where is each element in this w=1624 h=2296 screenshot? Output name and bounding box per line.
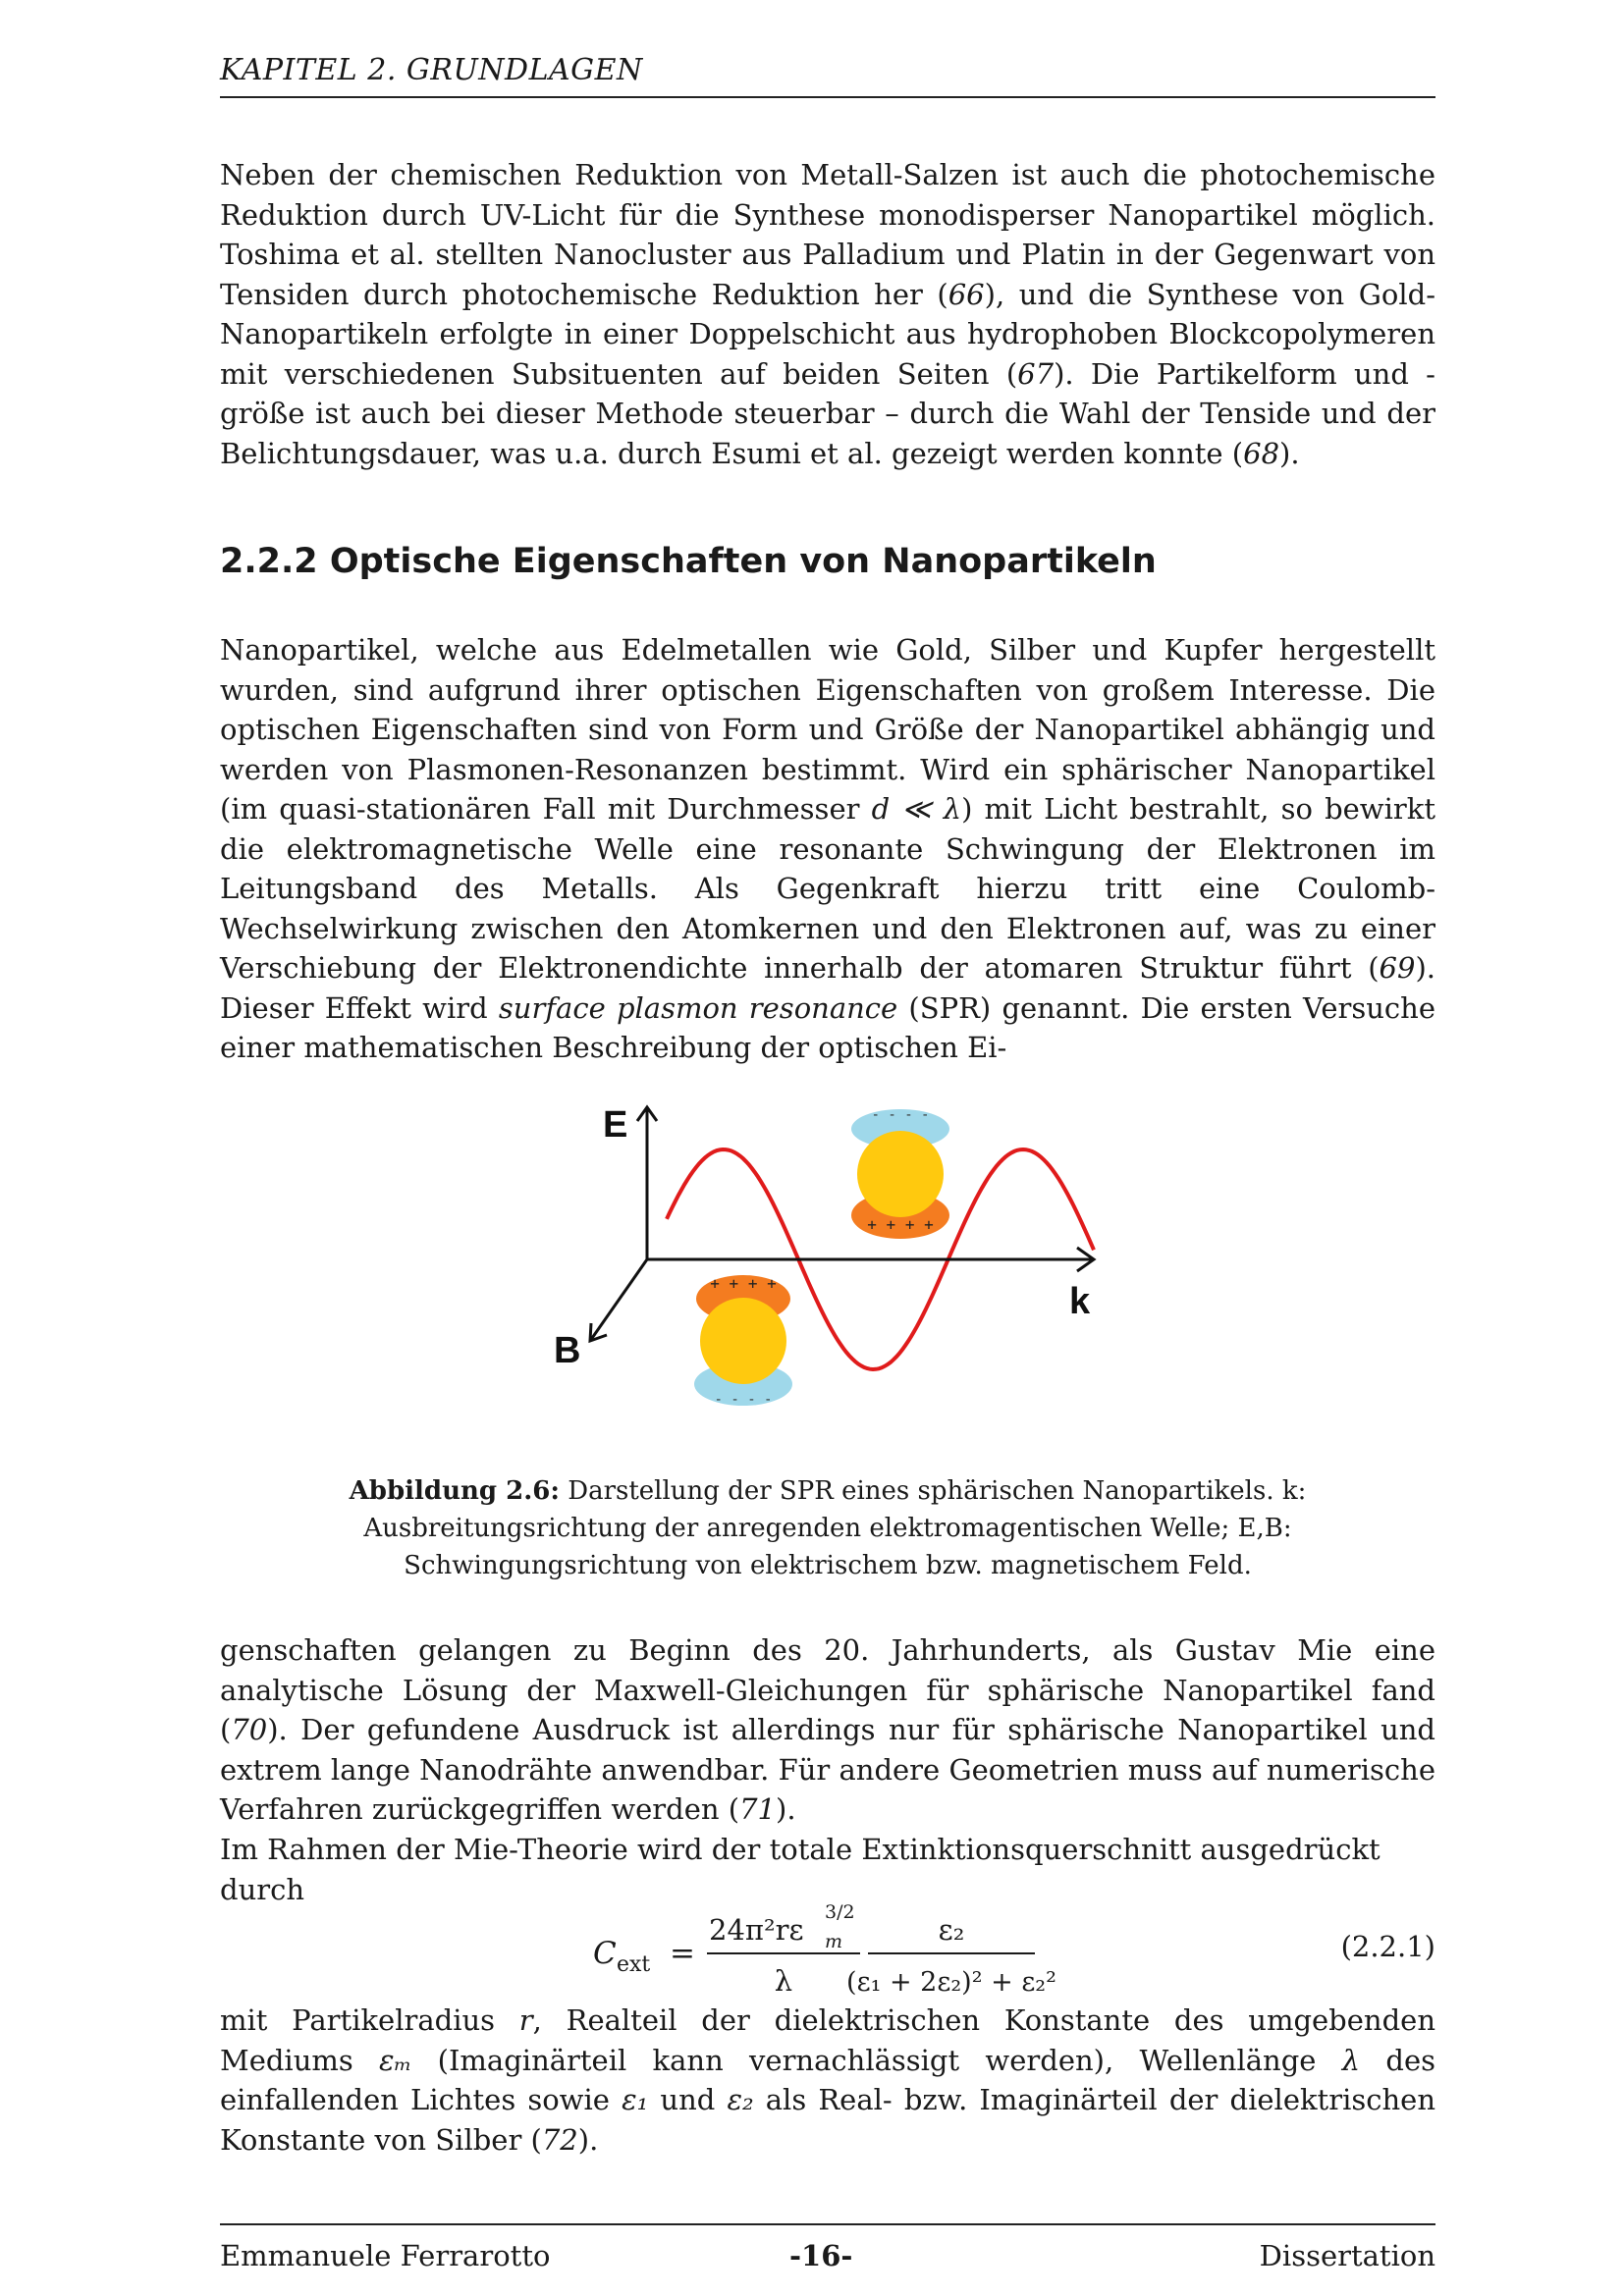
text: des einfallenden Lichtes sowie [220,2043,1435,2116]
citation[interactable]: 68 [1243,436,1280,470]
eq-equals: = [670,1936,695,1971]
text: ). Der gefundene Ausdruck ist allerdings nur für sphärische Nanopartikel und extrem lange Nanodrähte anwendbar. Für andere Geometrien muss auf numerische Verfahren zurückgegriffen werden ( [220,1713,1435,1826]
text: ). Dieser Effekt wird [220,951,1435,1025]
text: ) mit Licht bestrahlt, so bewirkt die elektromagnetische Welle eine resonante Schwingung der Elektronen im Leitungsband des Metalls. Als Gegenkraft hierzu tritt eine Coulomb-Wechselwirkung zwischen den Atomkernen und den Elektronen auf, was zu einer Verschiebung der Elektronendichte innerhalb der atomaren Struktur führt ( [220,792,1435,985]
running-header [220,51,1435,98]
label-e: E [603,1104,628,1146]
text: ). [776,1792,796,1826]
text: als Real- bzw. Imaginärteil der dielektrischen Konstante von Silber ( [220,2083,1435,2157]
footer-author: Emmanuele Ferrarotto [220,2239,551,2272]
spr-diagram [500,1078,1207,1431]
citation[interactable]: 69 [1379,951,1416,985]
footer-document-type: Dissertation [1259,2239,1435,2272]
math-inline: d ≪ λ [871,792,962,826]
section-title: 2.2.2 Optische Eigenschaften von Nanopartikeln [220,542,1157,581]
minus-charges: - - - - [714,1392,773,1408]
text: ). Die Partikelform und -größe ist auch bei dieser Methode steuerbar – durch die Wahl der Tenside und der Belichtungsdauer, was u.a. durch Esumi et al. gezeigt werden konnte ( [220,356,1435,470]
equation-extinction [220,1893,1435,2001]
figure-caption [318,1472,1337,1584]
particle-upper [851,1107,949,1239]
math-inline: ε₁ [622,2083,649,2116]
particle-lower [694,1274,792,1408]
eq-lhs: C [593,1936,617,1971]
text: ). [1279,436,1300,470]
plus-charges: + + + + [867,1215,934,1234]
text: , Realteil der dielektrischen Konstante des umgebenden Mediums [220,2003,1435,2077]
text: Neben der chemischen Reduktion von Metall-Salzen ist auch die photochemische Reduktion durch UV-Licht für die Synthese monodisperser Nanopartikel möglich. Toshima et al. stellten Nanocluster aus Palladium und Platin in der Gegenwart von Tensiden durch photochemische Reduktion her ( [220,158,1435,311]
text: ). [577,2122,599,2157]
citation[interactable]: 67 [1017,356,1055,391]
text: und [648,2083,728,2116]
running-title: KAPITEL 2. GRUNDLAGEN [220,53,643,87]
paragraph-mie [220,1630,1435,1830]
spr-figure [500,1078,1207,1431]
eq-num1: 24π²rε [709,1913,804,1947]
b-axis [590,1259,647,1341]
term-italic: surface plasmon resonance [498,990,898,1025]
text: (SPR) genannt. Die ersten Versuche einer mathematischen Beschreibung der optischen Ei- [220,990,1435,1064]
eq-lhs-sub: ext [617,1952,651,1977]
citation[interactable]: 71 [739,1792,777,1826]
caption-text: Darstellung der SPR eines sphärischen Nanopartikels. k: Ausbreitungsrichtung der anregenden elektromagentischen Welle; E,B: Schwingungsrichtung von elektrischem bzw. magnetischem Feld. [363,1476,1307,1580]
citation[interactable]: 72 [541,2122,578,2157]
gold-nanoparticle [700,1298,786,1384]
paragraph-variables [220,2001,1435,2160]
eq-den2: (ε₁ + 2ε₂)² + ε₂² [846,1967,1056,1998]
paragraph-synthesis [220,155,1435,473]
paragraph-optical-properties [220,630,1435,1068]
paragraph-extinction-intro: Im Rahmen der Mie-Theorie wird der totale Extinktionsquerschnitt ausgedrückt durch [220,1833,1380,1906]
math-inline: λ [1341,2043,1361,2077]
eq-den1: λ [774,1964,793,1998]
eq-num1-sup: 3/2 [825,1901,855,1923]
eq-num2: ε₂ [938,1913,965,1947]
label-b: B [554,1330,581,1371]
text: Nanopartikel, welche aus Edelmetallen wie Gold, Silber und Kupfer hergestellt wurden, sind aufgrund ihrer optischen Eigenschaften von großem Interesse. Die optischen Eigenschaften sind von Form und Größe der Nanopartikel abhängig und werden von Plasmonen-Resonanzen bestimmt. Wird ein sphärischer Nanopartikel (im quasi-stationären Fall mit Durchmesser [220,633,1435,826]
caption-label: Abbildung 2.6: [349,1476,560,1506]
minus-charges: - - - - [871,1107,930,1123]
gold-nanoparticle [857,1131,944,1217]
text: mit Partikelradius [220,2003,519,2037]
math-inline: ε₂ [727,2083,754,2116]
citation[interactable]: 66 [947,277,985,311]
label-k: k [1069,1281,1091,1322]
math-inline: εₘ [379,2043,412,2077]
page-footer [220,2223,1435,2284]
citation[interactable]: 70 [231,1713,268,1746]
text: ), und die Synthese von Gold-Nanopartikeln erfolgte in einer Doppelschicht aus hydrophoben Blockcopolymeren mit verschiedenen Subsituenten auf beiden Seiten ( [220,277,1435,391]
text: (Imaginärteil kann vernachlässigt werden), Wellenlänge [411,2043,1342,2077]
footer-page-number: -16- [789,2239,853,2272]
text: genschaften gelangen zu Beginn des 20. Jahrhunderts, als Gustav Mie eine analytische Lösung der Maxwell-Gleichungen für sphärische Nanopartikel fand ( [220,1633,1435,1746]
equation-number: (2.2.1) [1340,1930,1435,1963]
plus-charges: + + + + [710,1274,777,1293]
math-inline: r [518,2003,533,2037]
eq-num1-sub: m [825,1931,843,1952]
equation-graphic [220,1893,1435,2001]
